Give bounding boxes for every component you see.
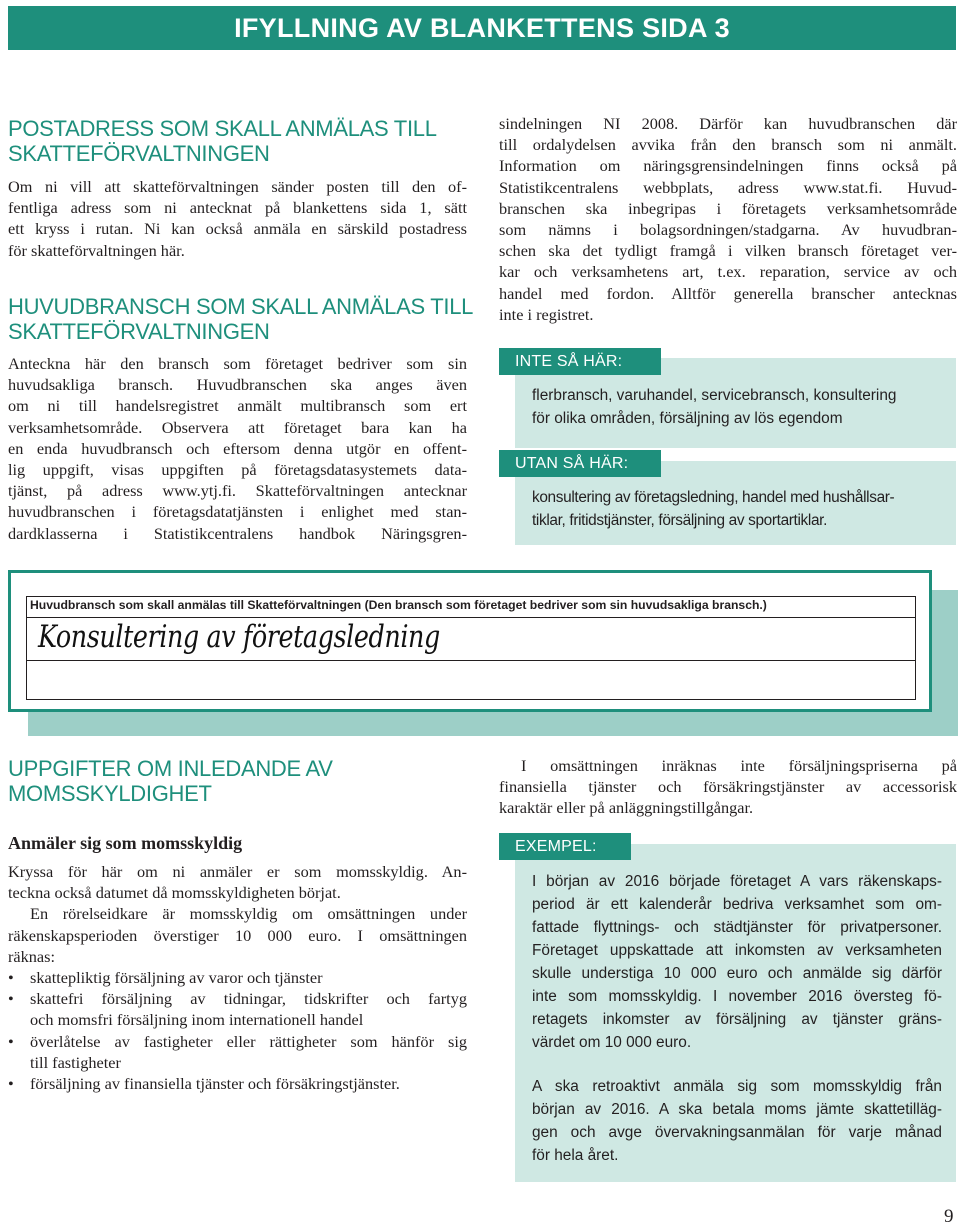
mom-bullet-list xyxy=(8,967,467,1094)
postadress-text: Om ni vill att skatteförvaltningen sänder posten till den of- fentliga adress som ni antecknat på blankettens sida 1, sätt ett kryss i rutan. Ni kan också anmäla en särskild postadress för skatteförvaltningen här. xyxy=(8,177,467,260)
page-banner: IFYLLNING AV BLANKETTENS SIDA 3 xyxy=(8,6,956,50)
form-divider-2 xyxy=(26,660,916,661)
list-item: • försäljning av finansiella tjänster och försäkringstjänster. xyxy=(8,1073,467,1094)
exempel-text: I början av 2016 började företaget A vars räkenskaps- period är ett kalenderår bedriva verksamhet som om- fattade flyttnings- och städtjänster för privatpersoner. Företaget uppskattade att inkomsten av verksamheten skulle understiga 10 000 euro och anmälde sig därför inte som momsskyldig. I november 2016 översteg fö- retagets inkomster av försäljning av tjänster gräns- värdet om 10 000 euro. A ska retroaktivt anmäla sig som momsskyldig från början av 2016. A ska betala moms jämte skattetilläg- gen och avge övervakningsanmälan för varje månad för hela året. xyxy=(532,873,942,1164)
utan-sa-har-label: UTAN SÅ HÄR: xyxy=(499,450,661,477)
exempel-label: EXEMPEL: xyxy=(499,833,631,860)
mom-heading: UPPGIFTER OM INLEDANDE AV MOMSSKYLDIGHET xyxy=(8,756,333,806)
huvudbransch-field-label: Huvudbransch som skall anmälas till Skatteförvaltningen (Den bransch som företaget bedriver som sin huvudsakliga bransch.) xyxy=(30,598,767,612)
huvudbransch-text-continued: sindelningen NI 2008. Därför kan huvudbranschen där till ordalydelsen avvika från den bransch som ni anmält. Information om näringsgrensindelningen finns också på Statistikcentralens webbplats, adress www.stat.fi. Huvud- branschen ska inbegripas i företagets verksamhetsområde som nämns i bolagsordningen/stadgarna. Av huvudbran- schen ska det tydligt framgå i vilken bransch företaget ver- kar och verksamhetens art, t.ex. reparation, service av och handel med fordon. Alltför generella branscher antecknas inte i registret. xyxy=(499,114,957,324)
inte-sa-har-text: flerbransch, varuhandel, servicebransch, konsultering för olika områden, försäljning av lös egendom xyxy=(532,387,897,427)
page-number: 9 xyxy=(944,1206,954,1227)
mom-subheading: Anmäler sig som momsskyldig xyxy=(8,833,243,853)
postadress-heading: POSTADRESS SOM SKALL ANMÄLAS TILL SKATTEFÖRVALTNINGEN xyxy=(8,116,437,166)
huvudbransch-text: Anteckna här den bransch som företaget bedriver som sin huvudsakliga bransch. Huvudbranschen ska anges även om ni till handelsregistret anmält multibransch som ert verksamhetsområde. Observera att företaget bara kan ha en enda huvudbransch och eftersom denna utgör en offent- lig uppgift, visas uppgiften på företagsdatasystemets data- tjänst, på adress www.ytj.fi. Skatteförvaltningen antecknar huvudbranschen i företagsdatatjänsten i enlighet med stan- dardklasserna i Statistikcentralens handbok Näringsgren- xyxy=(8,354,467,543)
omsattning-text: I omsättningen inräknas inte försäljningspriserna på finansiella tjänster och försäkringstjänster av accessorisk karaktär eller på anläggningstillgångar. xyxy=(499,756,957,818)
utan-sa-har-text: konsultering av företagsledning, handel med hushållsar- tiklar, fritidstjänster, försäljning av sportartiklar. xyxy=(532,489,895,529)
huvudbransch-field-value: Konsultering av företagsledning xyxy=(38,619,440,655)
list-item: • skattepliktig försäljning av varor och tjänster xyxy=(8,967,467,988)
huvudbransch-heading: HUVUDBRANSCH SOM SKALL ANMÄLAS TILL SKATTEFÖRVALTNINGEN xyxy=(8,294,474,344)
inte-sa-har-label: INTE SÅ HÄR: xyxy=(499,348,661,375)
list-item: • överlåtelse av fastigheter eller rättigheter som hänför sig till fastigheter xyxy=(8,1031,467,1073)
mom-text: Kryssa för här om ni anmäler er som momsskyldig. An- teckna också datumet då momsskyldigheten börjat. En rörelseidkare är momsskyldig om omsättningen under räkenskapsperioden överstiger 10 000 euro. I omsättningen räknas: • skattepliktig försäljning av varor och tjänster • skattefri försäljning av tidningar, tidskrifter och fartyg och momsfri försäljning inom internationell handel • överlåtelse av fastigheter eller rättigheter som hänför sig till fastigheter • försäljning av finansiella tjänster och försäkringstjänster. xyxy=(8,861,467,1094)
list-item: • skattefri försäljning av tidningar, tidskrifter och fartyg och momsfri försäljning inom internationell handel xyxy=(8,988,467,1030)
